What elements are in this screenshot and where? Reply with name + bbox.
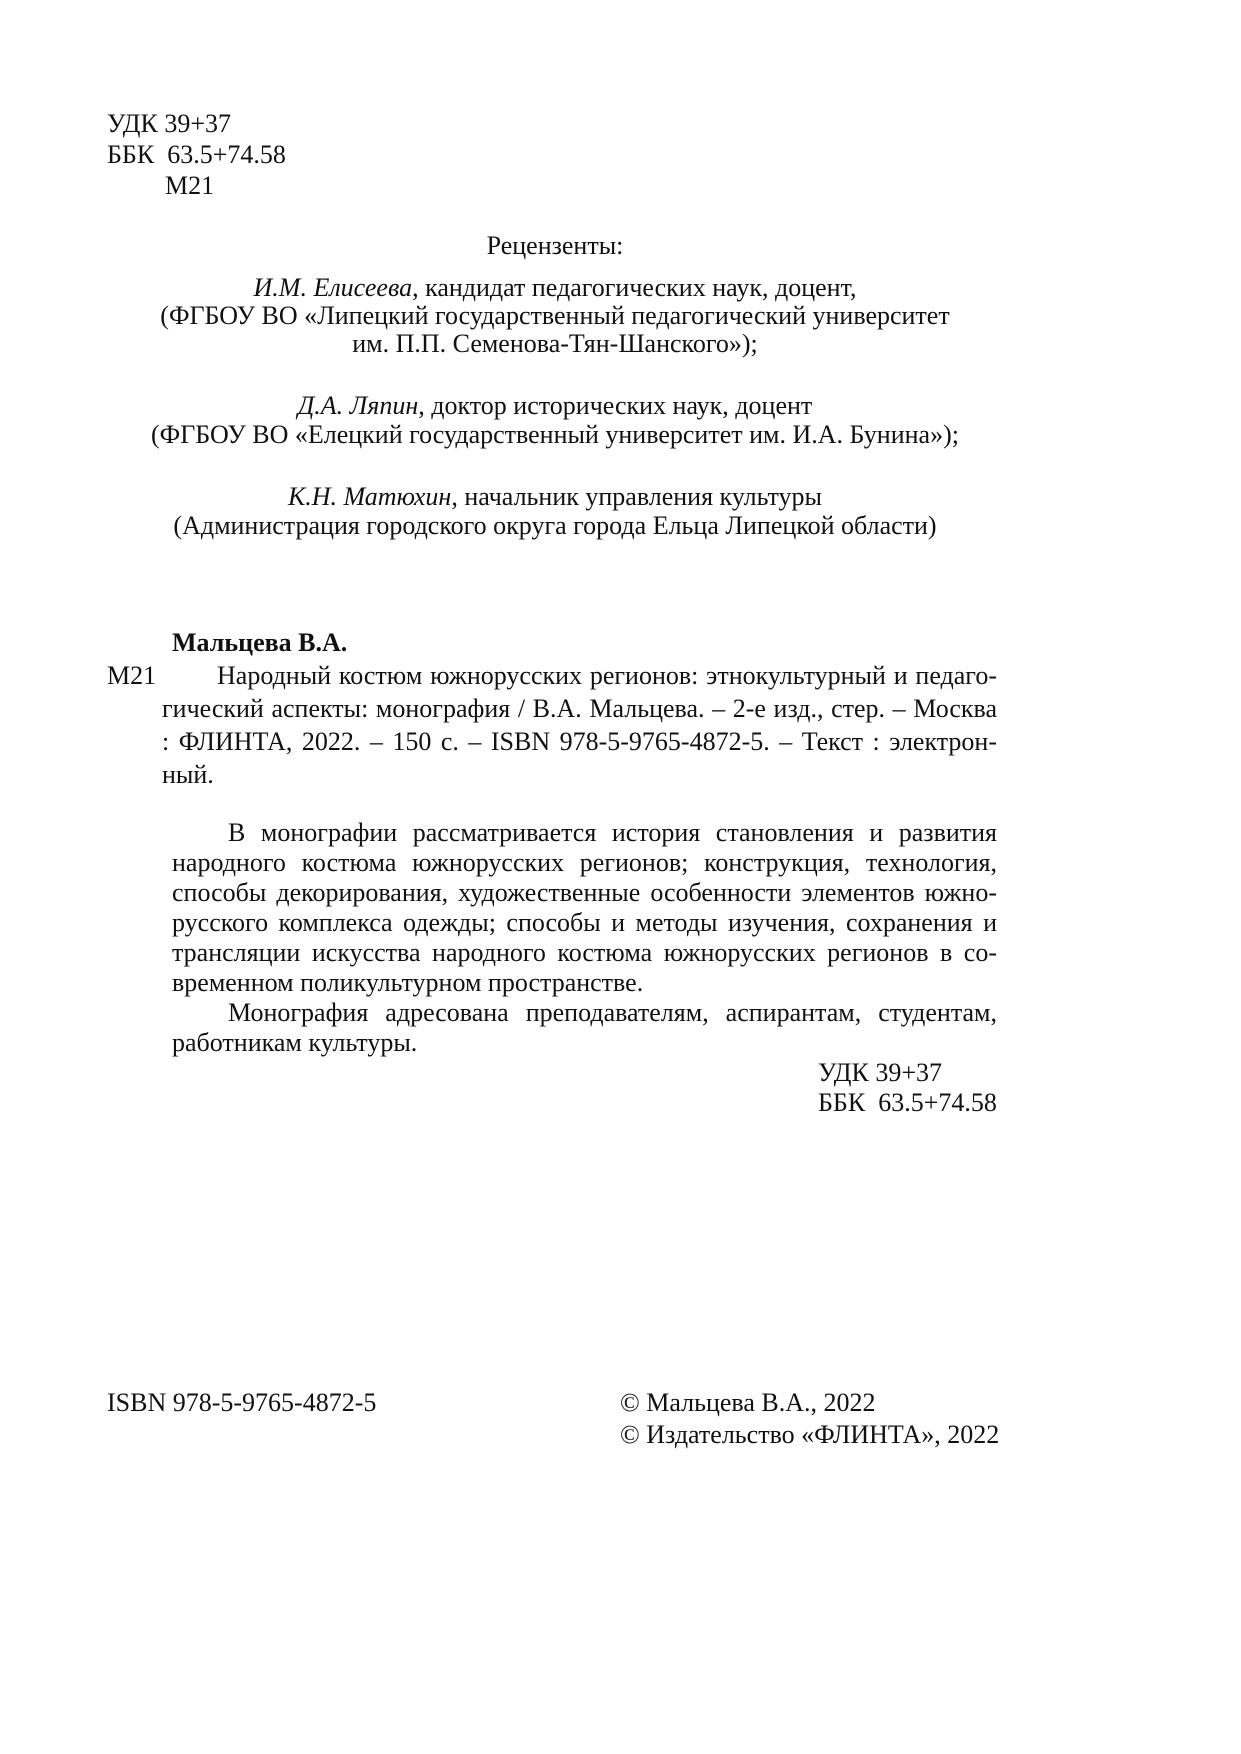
reviewers-title: Рецензенты:: [486, 231, 624, 260]
reviewer-2-title: , доктор исторических наук, доцент: [418, 391, 813, 420]
abstract-p1-line-2: народного костюма южнорусских регионов; конструкция, технология,: [172, 848, 997, 877]
bib-author: Мальцева В.А.: [172, 628, 348, 657]
reviewer-1-org-line-2: им. П.П. Семенова-Тян-Шанского»);: [352, 329, 758, 358]
reviewer-3-name: К.Н. Матюхин: [287, 482, 452, 511]
abstract-p2-line-1: Монография адресована преподавателям, аспирантам, студентам,: [228, 998, 997, 1027]
isbn: ISBN 978-5-9765-4872-5: [107, 1388, 377, 1417]
bbk-code-bottom: ББК 63.5+74.58: [818, 1088, 997, 1117]
bib-line-2: гический аспекты: монография / В.А. Мальцева. – 2-е изд., стер. – Москва: [162, 694, 997, 723]
bib-line-3: : ФЛИНТА, 2022. – 150 с. – ISBN 978-5-9765-4872-5. – Текст : электрон-: [162, 727, 997, 756]
reviewer-3-org-line-1: (Администрация городского округа города Ельца Липецкой области): [173, 511, 937, 540]
abstract-p1-line-5: трансляции искусства народного костюма южнорусских регионов в со-: [172, 938, 997, 967]
bbk-code: ББК 63.5+74.58: [107, 140, 286, 169]
bib-line-4: ный.: [162, 760, 214, 789]
author-mark: М21: [165, 171, 215, 200]
abstract-p2-line-2: работникам культуры.: [172, 1028, 418, 1057]
bib-code: М21: [107, 661, 157, 690]
reviewer-3-title: , начальник управления культуры: [451, 482, 823, 511]
reviewer-1-org-line-1: (ФГБОУ ВО «Липецкий государственный педагогический университет: [160, 301, 950, 330]
reviewer-2-org-line-1: (ФГБОУ ВО «Елецкий государственный университет им. И.А. Бунина»);: [151, 420, 959, 449]
copyright-publisher: © Издательство «ФЛИНТА», 2022: [620, 1420, 1000, 1449]
copyright-author: © Мальцева В.А., 2022: [620, 1388, 876, 1417]
reviewer-2-name: Д.А. Ляпин: [297, 391, 419, 420]
reviewer-1-name: И.М. Елисеева: [253, 273, 413, 302]
udk-code: УДК 39+37: [107, 109, 232, 138]
abstract-p1-line-1: В монографии рассматривается история становления и развития: [228, 818, 997, 847]
abstract-p1-line-4: русского комплекса одежды; способы и методы изучения, сохранения и: [172, 908, 997, 937]
abstract-p1-line-6: временном поликультурном пространстве.: [172, 968, 644, 997]
bib-line-1: Народный костюм южнорусских регионов: этнокультурный и педаго-: [217, 661, 997, 690]
abstract-p1-line-3: способы декорирования, художественные особенности элементов южно-: [172, 878, 997, 907]
udk-code-bottom: УДК 39+37: [818, 1058, 943, 1087]
reviewer-1-title: , кандидат педагогических наук, доцент,: [412, 273, 857, 302]
